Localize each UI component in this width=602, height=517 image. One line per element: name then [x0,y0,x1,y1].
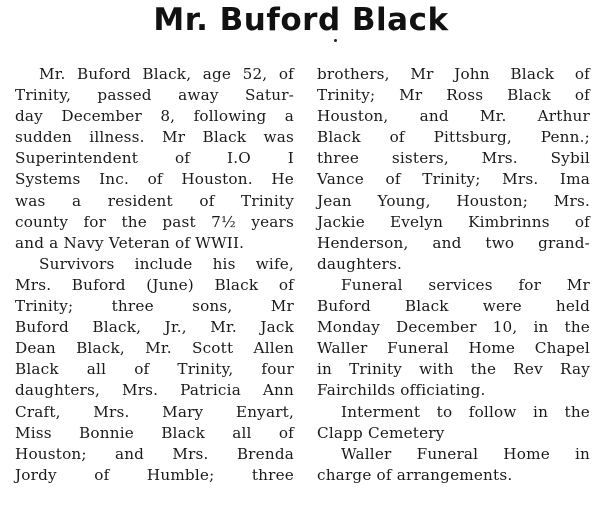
text-line: Craft, Mrs. Mary Enyart, [15,402,294,421]
text-line: sudden illness. Mr Black was [15,128,294,147]
text-line: daughters, Mrs. Patricia Ann [15,381,294,400]
text-line: Black all of Trinity, four [15,360,294,379]
text-line: and a Navy Veteran of WWII. [15,233,245,252]
text-line: Vance of Trinity; Mrs. Ima [317,170,590,189]
text-line: Dean Black, Mr. Scott Allen [15,339,294,358]
text-line: Trinity; three sons, Mr [15,297,294,316]
text-line: daughters. [317,254,403,273]
text-line: three sisters, Mrs. Sybil [317,149,590,168]
text-line: brothers, Mr John Black of [317,65,590,83]
text-line: Mr. Buford Black, age 52, of [39,65,294,83]
text-line: Buford Black were held [317,297,590,316]
text-line: Jean Young, Houston; Mrs. [317,191,590,210]
text-line: Trinity; Mr Ross Black of [317,86,590,105]
text-line: day December 8, following a [15,107,294,126]
text-line: Survivors include his wife, [39,254,294,273]
text-line: Monday December 10, in the [317,318,590,337]
obituary-left-column [15,64,294,486]
text-line: Buford Black, Jr., Mr. Jack [15,318,294,337]
obituary-right-column [317,64,590,486]
text-line: Henderson, and two grand- [317,233,590,252]
text-line: Systems Inc. of Houston. He [15,170,294,189]
text-line: Jackie Evelyn Kimbrinns of [317,212,590,231]
headline: Mr. Buford Black [153,2,449,38]
text-line: in Trinity with the Rev Ray [317,360,590,379]
text-line: Trinity, passed away Satur- [15,86,294,105]
text-line: Clapp Cemetery [317,423,445,442]
text-line: charge of arrangements. [317,465,513,484]
text-line: Jordy of Humble; three [15,465,294,484]
text-line: Funeral services for Mr [341,275,590,294]
text-line: Black of Pittsburg, Penn.; [317,128,590,147]
text-line: county for the past 7½ years [15,212,294,231]
text-line: Interment to follow in the [341,402,590,421]
text-line: Mrs. Buford (June) Black of [15,275,294,294]
text-line: was a resident of Trinity [15,191,294,210]
text-line: Houston; and Mrs. Brenda [15,444,294,463]
text-line: Superintendent of I.O I [15,149,294,168]
text-line: Waller Funeral Home Chapel [317,339,590,358]
text-line: Miss Bonnie Black all of [15,423,294,442]
text-line: Houston, and Mr. Arthur [317,107,590,126]
print-speck [334,39,337,42]
text-line: Waller Funeral Home in [341,444,590,463]
text-line: Fairchilds officiating. [317,381,486,400]
